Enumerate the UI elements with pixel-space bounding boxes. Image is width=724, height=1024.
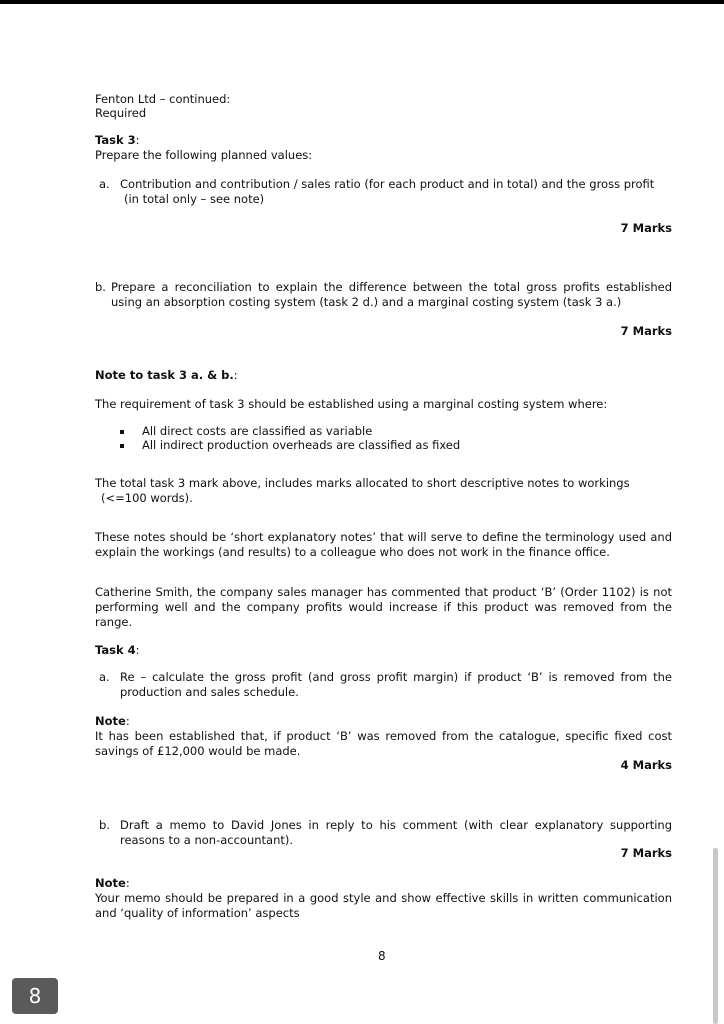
note3-requirement: The requirement of task 3 should be established using a marginal costing system where: bbox=[95, 397, 608, 411]
task3-heading: Task 3 bbox=[95, 133, 136, 147]
task4-a-text: Re – calculate the gross profit (and gross profit margin) if product ‘B’ is removed from the production and sales schedule. bbox=[120, 670, 672, 699]
task4-note-heading: Note bbox=[95, 714, 126, 728]
header-line-1: Fenton Ltd – continued: bbox=[95, 92, 231, 106]
task4-b-label: b. bbox=[99, 818, 110, 832]
task3-heading-line: Task 3: bbox=[95, 133, 140, 147]
task3-a-line-1: Contribution and contribution / sales ratio (for each product and in total) and the gross profit bbox=[120, 177, 655, 191]
note3-bullet-2: All indirect production overheads are classified as fixed bbox=[142, 438, 461, 452]
task3-b-label: b. bbox=[95, 280, 106, 294]
scrollbar[interactable] bbox=[713, 848, 718, 1024]
note3-marks-line-2: (<=100 words). bbox=[101, 491, 193, 505]
header-line-2: Required bbox=[95, 106, 147, 120]
task3-a-marks: 7 Marks bbox=[620, 221, 672, 235]
page-indicator-badge[interactable]: 8 bbox=[12, 978, 58, 1014]
task4-b-text: Draft a memo to David Jones in reply to his comment (with clear explanatory supporting reasons to a non-accountant). bbox=[120, 818, 672, 847]
task3-intro: Prepare the following planned values: bbox=[95, 148, 313, 162]
task4-note2-heading-line: Note: bbox=[95, 876, 130, 890]
task4-note-text: It has been established that, if product ‘B’ was removed from the catalogue, specific fixed cost savings of £12,000 would be made. bbox=[95, 729, 672, 758]
note3-marks-line-1: The total task 3 mark above, includes marks allocated to short descriptive notes to workings bbox=[95, 476, 630, 490]
task4-note2-heading: Note bbox=[95, 876, 126, 890]
note3-notes-text: These notes should be ‘short explanatory notes’ that will serve to define the terminology used and explain the workings (and results) to a colleague who does not work in the finance office. bbox=[95, 530, 672, 559]
task4-note-heading-line: Note: bbox=[95, 714, 130, 728]
task3-b-marks: 7 Marks bbox=[620, 324, 672, 338]
page-number: 8 bbox=[378, 949, 386, 963]
task4-note2-text: Your memo should be prepared in a good style and show effective skills in written communication and ‘quality of information’ aspects bbox=[95, 891, 672, 920]
note3-heading: Note to task 3 a. & b. bbox=[95, 368, 234, 382]
task3-b-text: Prepare a reconciliation to explain the difference between the total gross profits established using an absorption costing system (task 2 d.) and a marginal costing system (task 3 a.) bbox=[111, 280, 672, 309]
task4-a-label: a. bbox=[99, 670, 110, 684]
task3-a-line-2: (in total only – see note) bbox=[124, 192, 265, 206]
task3-a-label: a. bbox=[99, 177, 110, 191]
task4-heading-line: Task 4: bbox=[95, 643, 140, 657]
note3-bullet-1: All direct costs are classified as variable bbox=[142, 424, 373, 438]
task4-a-marks: 4 Marks bbox=[620, 758, 672, 772]
note3-catherine-text: Catherine Smith, the company sales manager has commented that product ‘B’ (Order 1102) is not performing well and the company profits would increase if this product was removed from the range. bbox=[95, 585, 672, 629]
note3-heading-line: Note to task 3 a. & b.: bbox=[95, 368, 238, 382]
task4-heading: Task 4 bbox=[95, 643, 136, 657]
task4-b-marks: 7 Marks bbox=[620, 846, 672, 860]
